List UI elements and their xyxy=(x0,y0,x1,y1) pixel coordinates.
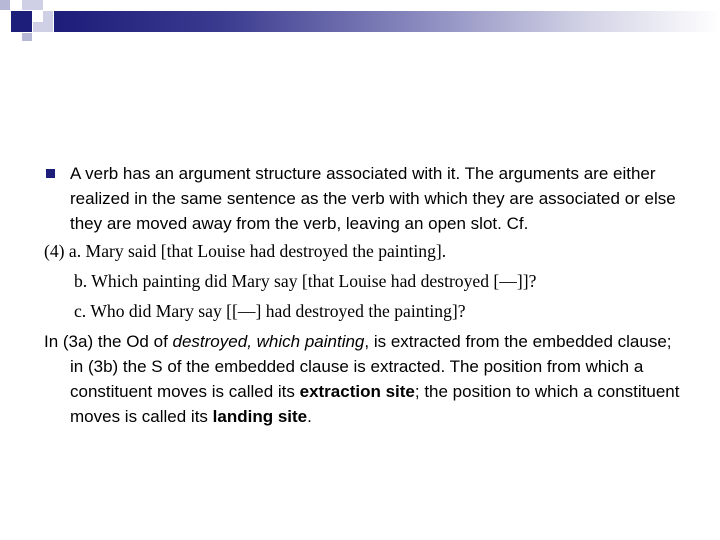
explanation-paragraph xyxy=(44,329,684,429)
example-number: (4) xyxy=(44,241,65,261)
example-label: c. xyxy=(74,301,87,321)
example-text: Who did Mary say [[—] had destroyed the painting]? xyxy=(90,301,466,321)
example-line-c xyxy=(74,299,684,324)
decor-square xyxy=(43,11,53,32)
text-run: , is extracted from the embedded clause; in (3b) the S of the embedded clause is extracted. The position from which a constituent moves is called its xyxy=(70,332,672,401)
text-run: In (3a) the Od of xyxy=(44,332,173,351)
text-run: . xyxy=(307,407,312,426)
decor-square xyxy=(33,22,43,32)
emphasis-text: destroyed xyxy=(172,332,248,351)
example-label: b. xyxy=(74,271,88,291)
decor-square xyxy=(11,11,32,32)
slide-body xyxy=(44,161,684,429)
example-text: Which painting did Mary say [that Louise had destroyed [—]]? xyxy=(91,271,537,291)
text-run: , xyxy=(247,332,257,351)
emphasis-text: which painting xyxy=(256,332,365,351)
example-text: Mary said [that Louise had destroyed the painting]. xyxy=(85,241,447,261)
term-landing-site: landing site xyxy=(212,407,308,426)
decor-square xyxy=(22,0,43,10)
bullet-text: A verb has an argument structure associated with it. The arguments are either realized in the same sentence as the verb with which they are associated or else they are moved away from the verb, leaving an open slot. Cf. xyxy=(70,164,676,233)
bullet-paragraph xyxy=(44,161,684,236)
decor-square xyxy=(22,33,32,41)
header-gradient-bar xyxy=(54,11,720,32)
header-decoration xyxy=(0,0,720,40)
text-run: ; the position to which a constituent moves is called its xyxy=(70,382,680,426)
decor-square xyxy=(0,0,10,10)
example-line-b xyxy=(74,269,684,294)
term-extraction-site: extraction site xyxy=(299,382,415,401)
example-label: a. xyxy=(68,241,82,261)
example-line-a xyxy=(44,239,684,264)
square-bullet-icon xyxy=(46,169,55,178)
